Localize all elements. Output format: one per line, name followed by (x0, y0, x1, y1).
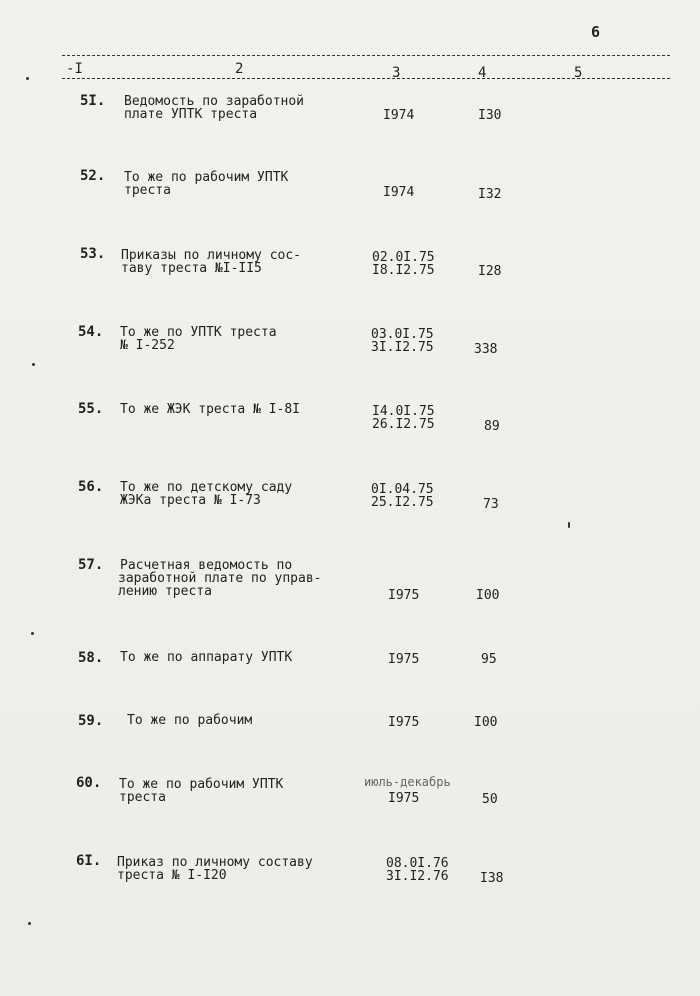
item-count: I38 (480, 871, 504, 886)
scan-speck (568, 522, 570, 528)
item-number: 57. (78, 557, 104, 573)
item-title-line: То же по аппарату УПТК (120, 650, 293, 665)
item-title-line: № I-252 (120, 338, 175, 353)
item-title-line: То же по рабочим УПТК (119, 777, 284, 792)
item-date: 03.0I.75 (371, 327, 434, 342)
item-number: 55. (78, 401, 104, 417)
item-number: 58. (78, 650, 104, 666)
item-title-line: заработной плате по управ- (118, 571, 322, 586)
scan-speck (32, 363, 35, 366)
item-title-line: Расчетная ведомость по (120, 558, 293, 573)
item-date: I975 (388, 791, 420, 806)
item-title-line: То же ЖЭК треста № I-8I (120, 402, 301, 417)
item-count: 89 (484, 419, 500, 434)
item-date: 26.I2.75 (372, 417, 435, 432)
item-date: I974 (383, 108, 415, 123)
item-title-line: треста № I-I20 (117, 868, 227, 883)
item-count: I32 (478, 187, 502, 202)
item-date: I4.0I.75 (372, 404, 435, 419)
column-header-5: 5 (574, 65, 583, 81)
item-date: 3I.I2.75 (371, 340, 434, 355)
item-number: 60. (76, 775, 102, 791)
scan-speck (26, 77, 29, 80)
item-title-line: То же по рабочим (127, 713, 253, 728)
item-number: 54. (78, 324, 104, 340)
item-date: I975 (388, 715, 420, 730)
item-count: I28 (478, 264, 502, 279)
item-count: I00 (474, 715, 498, 730)
item-count: I30 (478, 108, 502, 123)
item-title-line: То же по детскому саду (120, 480, 293, 495)
item-count: 50 (482, 792, 498, 807)
item-date: 02.0I.75 (372, 250, 435, 265)
item-title-line: Приказы по личному сос- (121, 248, 302, 263)
item-title-line: Ведомость по заработной (124, 94, 305, 109)
item-date: I975 (388, 588, 420, 603)
item-number: 53. (80, 246, 106, 262)
item-date: 0I.04.75 (371, 482, 434, 497)
scan-speck (28, 922, 31, 925)
item-count: 338 (474, 342, 498, 357)
item-number: 52. (80, 168, 106, 184)
item-title-line: треста (124, 183, 171, 198)
item-title-line: плате УПТК треста (124, 107, 258, 122)
item-date: 25.I2.75 (371, 495, 434, 510)
handwritten-note: июль-декабрь (364, 775, 451, 789)
item-date: I974 (383, 185, 415, 200)
item-date: 08.0I.76 (386, 856, 449, 871)
item-count: 95 (481, 652, 497, 667)
item-title-line: Приказ по личному составу (117, 855, 313, 870)
item-title-line: таву треста №I-II5 (121, 261, 262, 276)
item-count: I00 (476, 588, 500, 603)
scan-speck (31, 632, 34, 635)
item-number: 6I. (76, 853, 102, 869)
column-header-3: 3 (392, 65, 401, 81)
item-title-line: ЖЭКа треста № I-73 (120, 493, 261, 508)
item-number: 5I. (80, 93, 106, 109)
page-number: 6 (591, 23, 601, 41)
item-title-line: треста (119, 790, 166, 805)
item-number: 59. (78, 713, 104, 729)
item-date: I8.I2.75 (372, 263, 435, 278)
item-date: I975 (388, 652, 420, 667)
item-number: 56. (78, 479, 104, 495)
item-count: 73 (483, 497, 499, 512)
column-header-2: 2 (235, 61, 244, 77)
item-title-line: лению треста (118, 584, 212, 599)
item-title-line: То же по рабочим УПТК (124, 170, 289, 185)
header-rule-top (62, 55, 670, 56)
column-header-1: -I (66, 61, 83, 77)
item-title-line: То же по УПТК треста (120, 325, 277, 340)
item-date: 3I.I2.76 (386, 869, 449, 884)
column-header-4: 4 (478, 65, 487, 81)
